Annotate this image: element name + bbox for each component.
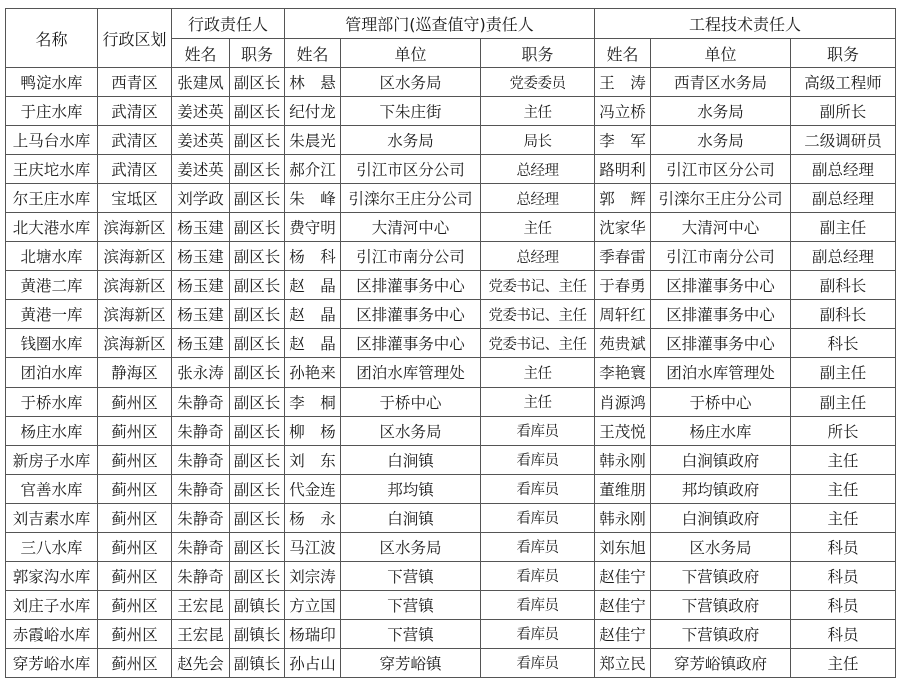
mgmt-name-cell: 刘宗涛 [285, 561, 341, 590]
mgmt-title-cell: 党委书记、主任 [481, 329, 595, 358]
reservoir-name-cell: 北大港水库 [6, 213, 98, 242]
district-cell: 蓟州区 [98, 503, 172, 532]
admin-title-cell: 副区长 [230, 97, 285, 126]
tech-title-cell: 科员 [791, 532, 896, 561]
mgmt-name-cell: 费守明 [285, 213, 341, 242]
mgmt-unit-cell: 白涧镇 [341, 445, 481, 474]
district-cell: 蓟州区 [98, 445, 172, 474]
admin-title-cell: 副区长 [230, 358, 285, 387]
admin-title-cell: 副镇长 [230, 619, 285, 648]
district-cell: 滨海新区 [98, 242, 172, 271]
tech-title-cell: 副主任 [791, 358, 896, 387]
header-mgmt-title: 职务 [481, 39, 595, 68]
reservoir-name-cell: 上马台水库 [6, 126, 98, 155]
mgmt-unit-cell: 水务局 [341, 126, 481, 155]
tech-title-cell: 主任 [791, 445, 896, 474]
admin-title-cell: 副区长 [230, 474, 285, 503]
tech-unit-cell: 邦均镇政府 [651, 474, 791, 503]
admin-name-cell: 姜述英 [172, 97, 230, 126]
tech-unit-cell: 大清河中心 [651, 213, 791, 242]
table-row [6, 184, 896, 213]
district-cell: 蓟州区 [98, 416, 172, 445]
table-body [6, 68, 896, 678]
admin-name-cell: 张永涛 [172, 358, 230, 387]
tech-name-cell: 王 涛 [595, 68, 651, 97]
admin-name-cell: 朱静奇 [172, 387, 230, 416]
mgmt-unit-cell: 下营镇 [341, 561, 481, 590]
tech-name-cell: 李 军 [595, 126, 651, 155]
mgmt-unit-cell: 团泊水库管理处 [341, 358, 481, 387]
tech-unit-cell: 白涧镇政府 [651, 445, 791, 474]
mgmt-unit-cell: 引滦尔王庄分公司 [341, 184, 481, 213]
admin-name-cell: 王宏昆 [172, 590, 230, 619]
admin-title-cell: 副区长 [230, 561, 285, 590]
mgmt-unit-cell: 区排灌事务中心 [341, 329, 481, 358]
tech-unit-cell: 于桥中心 [651, 387, 791, 416]
table-row [6, 68, 896, 97]
table-row [6, 503, 896, 532]
mgmt-unit-cell: 区水务局 [341, 416, 481, 445]
tech-title-cell: 二级调研员 [791, 126, 896, 155]
district-cell: 蓟州区 [98, 561, 172, 590]
mgmt-title-cell: 看库员 [481, 648, 595, 677]
district-cell: 武清区 [98, 97, 172, 126]
reservoir-name-cell: 刘庄子水库 [6, 590, 98, 619]
tech-name-cell: 周轩红 [595, 300, 651, 329]
admin-title-cell: 副区长 [230, 300, 285, 329]
header-tech-name: 姓名 [595, 39, 651, 68]
reservoir-name-cell: 赤霞峪水库 [6, 619, 98, 648]
tech-title-cell: 主任 [791, 648, 896, 677]
admin-title-cell: 副区长 [230, 68, 285, 97]
table-row [6, 648, 896, 677]
tech-name-cell: 沈家华 [595, 213, 651, 242]
tech-name-cell: 王茂悦 [595, 416, 651, 445]
mgmt-title-cell: 看库员 [481, 561, 595, 590]
mgmt-title-cell: 看库员 [481, 416, 595, 445]
mgmt-title-cell: 党委书记、主任 [481, 300, 595, 329]
mgmt-title-cell: 看库员 [481, 590, 595, 619]
mgmt-unit-cell: 区排灌事务中心 [341, 271, 481, 300]
table-row [6, 532, 896, 561]
tech-title-cell: 副主任 [791, 387, 896, 416]
tech-name-cell: 苑贵斌 [595, 329, 651, 358]
mgmt-name-cell: 赵 晶 [285, 329, 341, 358]
header-admin-group: 行政责任人 [172, 9, 285, 39]
mgmt-name-cell: 杨 永 [285, 503, 341, 532]
reservoir-name-cell: 黄港一库 [6, 300, 98, 329]
mgmt-unit-cell: 大清河中心 [341, 213, 481, 242]
mgmt-name-cell: 马江波 [285, 532, 341, 561]
district-cell: 蓟州区 [98, 619, 172, 648]
header-tech-title: 职务 [791, 39, 896, 68]
tech-name-cell: 李艳寰 [595, 358, 651, 387]
header-mgmt-group: 管理部门(巡查值守)责任人 [285, 9, 595, 39]
reservoir-name-cell: 于庄水库 [6, 97, 98, 126]
table-row [6, 242, 896, 271]
district-cell: 武清区 [98, 126, 172, 155]
tech-unit-cell: 下营镇政府 [651, 619, 791, 648]
tech-title-cell: 副总经理 [791, 155, 896, 184]
tech-title-cell: 所长 [791, 416, 896, 445]
admin-title-cell: 副区长 [230, 503, 285, 532]
tech-unit-cell: 下营镇政府 [651, 561, 791, 590]
admin-name-cell: 朱静奇 [172, 503, 230, 532]
tech-unit-cell: 引滦尔王庄分公司 [651, 184, 791, 213]
tech-name-cell: 冯立桥 [595, 97, 651, 126]
reservoir-name-cell: 王庆坨水库 [6, 155, 98, 184]
admin-title-cell: 副区长 [230, 242, 285, 271]
mgmt-name-cell: 孙艳来 [285, 358, 341, 387]
tech-title-cell: 科员 [791, 561, 896, 590]
table-row [6, 590, 896, 619]
mgmt-name-cell: 刘 东 [285, 445, 341, 474]
mgmt-unit-cell: 引江市南分公司 [341, 242, 481, 271]
admin-title-cell: 副镇长 [230, 648, 285, 677]
district-cell: 武清区 [98, 155, 172, 184]
district-cell: 滨海新区 [98, 271, 172, 300]
header-tech-group: 工程技术责任人 [595, 9, 896, 39]
tech-title-cell: 副所长 [791, 97, 896, 126]
district-cell: 蓟州区 [98, 532, 172, 561]
mgmt-name-cell: 郝介江 [285, 155, 341, 184]
admin-name-cell: 朱静奇 [172, 474, 230, 503]
reservoir-name-cell: 穿芳峪水库 [6, 648, 98, 677]
mgmt-name-cell: 朱晨光 [285, 126, 341, 155]
tech-name-cell: 郑立民 [595, 648, 651, 677]
mgmt-title-cell: 看库员 [481, 532, 595, 561]
tech-name-cell: 刘东旭 [595, 532, 651, 561]
admin-name-cell: 朱静奇 [172, 532, 230, 561]
mgmt-name-cell: 柳 杨 [285, 416, 341, 445]
header-admin-name: 姓名 [172, 39, 230, 68]
district-cell: 蓟州区 [98, 387, 172, 416]
admin-title-cell: 副区长 [230, 213, 285, 242]
tech-unit-cell: 引江市区分公司 [651, 155, 791, 184]
header-name: 名称 [6, 9, 98, 68]
admin-title-cell: 副区长 [230, 532, 285, 561]
reservoir-name-cell: 鸭淀水库 [6, 68, 98, 97]
table-row [6, 358, 896, 387]
header-mgmt-name: 姓名 [285, 39, 341, 68]
admin-name-cell: 杨玉建 [172, 329, 230, 358]
mgmt-title-cell: 看库员 [481, 445, 595, 474]
table-row [6, 387, 896, 416]
mgmt-name-cell: 赵 晶 [285, 271, 341, 300]
tech-title-cell: 副总经理 [791, 242, 896, 271]
tech-title-cell: 副科长 [791, 271, 896, 300]
mgmt-name-cell: 林 悬 [285, 68, 341, 97]
mgmt-title-cell: 主任 [481, 387, 595, 416]
mgmt-name-cell: 杨 科 [285, 242, 341, 271]
table-row [6, 416, 896, 445]
tech-name-cell: 董维朋 [595, 474, 651, 503]
mgmt-name-cell: 代金连 [285, 474, 341, 503]
district-cell: 滨海新区 [98, 213, 172, 242]
tech-unit-cell: 白涧镇政府 [651, 503, 791, 532]
mgmt-name-cell: 朱 峰 [285, 184, 341, 213]
mgmt-name-cell: 孙占山 [285, 648, 341, 677]
table-row [6, 97, 896, 126]
mgmt-name-cell: 赵 晶 [285, 300, 341, 329]
tech-title-cell: 科员 [791, 590, 896, 619]
table-row [6, 213, 896, 242]
district-cell: 蓟州区 [98, 648, 172, 677]
tech-name-cell: 季春雷 [595, 242, 651, 271]
header-tech-unit: 单位 [651, 39, 791, 68]
mgmt-name-cell: 李 桐 [285, 387, 341, 416]
admin-name-cell: 杨玉建 [172, 242, 230, 271]
reservoir-name-cell: 新房子水库 [6, 445, 98, 474]
reservoir-name-cell: 官善水库 [6, 474, 98, 503]
mgmt-title-cell: 看库员 [481, 474, 595, 503]
admin-name-cell: 杨玉建 [172, 300, 230, 329]
responsibility-table [5, 8, 896, 678]
mgmt-title-cell: 党委委员 [481, 68, 595, 97]
admin-name-cell: 朱静奇 [172, 416, 230, 445]
tech-title-cell: 高级工程师 [791, 68, 896, 97]
tech-title-cell: 副科长 [791, 300, 896, 329]
mgmt-title-cell: 看库员 [481, 503, 595, 532]
mgmt-name-cell: 方立国 [285, 590, 341, 619]
mgmt-unit-cell: 区排灌事务中心 [341, 300, 481, 329]
tech-name-cell: 郭 辉 [595, 184, 651, 213]
district-cell: 西青区 [98, 68, 172, 97]
mgmt-unit-cell: 区水务局 [341, 68, 481, 97]
admin-title-cell: 副区长 [230, 184, 285, 213]
table-row [6, 445, 896, 474]
header-admin-title: 职务 [230, 39, 285, 68]
admin-title-cell: 副区长 [230, 155, 285, 184]
tech-name-cell: 韩永刚 [595, 503, 651, 532]
tech-name-cell: 赵佳宁 [595, 619, 651, 648]
reservoir-name-cell: 黄港二库 [6, 271, 98, 300]
table-row [6, 474, 896, 503]
mgmt-unit-cell: 于桥中心 [341, 387, 481, 416]
admin-name-cell: 张建凤 [172, 68, 230, 97]
table-row [6, 329, 896, 358]
mgmt-unit-cell: 下营镇 [341, 590, 481, 619]
mgmt-name-cell: 纪付龙 [285, 97, 341, 126]
mgmt-title-cell: 总经理 [481, 242, 595, 271]
mgmt-title-cell: 主任 [481, 358, 595, 387]
reservoir-name-cell: 尔王庄水库 [6, 184, 98, 213]
admin-title-cell: 副区长 [230, 445, 285, 474]
mgmt-title-cell: 主任 [481, 97, 595, 126]
district-cell: 宝坻区 [98, 184, 172, 213]
reservoir-name-cell: 团泊水库 [6, 358, 98, 387]
tech-unit-cell: 西青区水务局 [651, 68, 791, 97]
tech-name-cell: 赵佳宁 [595, 590, 651, 619]
district-cell: 静海区 [98, 358, 172, 387]
tech-unit-cell: 团泊水库管理处 [651, 358, 791, 387]
admin-name-cell: 赵先会 [172, 648, 230, 677]
tech-title-cell: 主任 [791, 503, 896, 532]
mgmt-title-cell: 主任 [481, 213, 595, 242]
admin-name-cell: 刘学政 [172, 184, 230, 213]
table-row [6, 619, 896, 648]
admin-name-cell: 王宏昆 [172, 619, 230, 648]
tech-title-cell: 科长 [791, 329, 896, 358]
tech-title-cell: 主任 [791, 474, 896, 503]
header-mgmt-unit: 单位 [341, 39, 481, 68]
admin-title-cell: 副区长 [230, 416, 285, 445]
mgmt-title-cell: 党委书记、主任 [481, 271, 595, 300]
admin-name-cell: 杨玉建 [172, 213, 230, 242]
tech-unit-cell: 区排灌事务中心 [651, 329, 791, 358]
mgmt-unit-cell: 下朱庄街 [341, 97, 481, 126]
table-row [6, 300, 896, 329]
admin-title-cell: 副区长 [230, 329, 285, 358]
table-row [6, 155, 896, 184]
tech-title-cell: 科员 [791, 619, 896, 648]
district-cell: 滨海新区 [98, 329, 172, 358]
reservoir-name-cell: 钱圈水库 [6, 329, 98, 358]
admin-title-cell: 副区长 [230, 126, 285, 155]
tech-unit-cell: 区水务局 [651, 532, 791, 561]
reservoir-name-cell: 杨庄水库 [6, 416, 98, 445]
reservoir-name-cell: 于桥水库 [6, 387, 98, 416]
table-row [6, 126, 896, 155]
tech-unit-cell: 水务局 [651, 97, 791, 126]
mgmt-title-cell: 看库员 [481, 619, 595, 648]
admin-name-cell: 姜述英 [172, 126, 230, 155]
mgmt-unit-cell: 穿芳峪镇 [341, 648, 481, 677]
tech-unit-cell: 水务局 [651, 126, 791, 155]
mgmt-unit-cell: 邦均镇 [341, 474, 481, 503]
admin-name-cell: 朱静奇 [172, 561, 230, 590]
reservoir-name-cell: 北塘水库 [6, 242, 98, 271]
tech-name-cell: 韩永刚 [595, 445, 651, 474]
tech-name-cell: 赵佳宁 [595, 561, 651, 590]
tech-name-cell: 于春勇 [595, 271, 651, 300]
tech-unit-cell: 引江市南分公司 [651, 242, 791, 271]
admin-title-cell: 副区长 [230, 271, 285, 300]
admin-name-cell: 姜述英 [172, 155, 230, 184]
reservoir-name-cell: 刘吉素水库 [6, 503, 98, 532]
mgmt-title-cell: 总经理 [481, 155, 595, 184]
mgmt-unit-cell: 下营镇 [341, 619, 481, 648]
tech-title-cell: 副总经理 [791, 184, 896, 213]
tech-unit-cell: 下营镇政府 [651, 590, 791, 619]
mgmt-title-cell: 局长 [481, 126, 595, 155]
mgmt-name-cell: 杨瑞印 [285, 619, 341, 648]
mgmt-title-cell: 总经理 [481, 184, 595, 213]
mgmt-unit-cell: 引江市区分公司 [341, 155, 481, 184]
mgmt-unit-cell: 白涧镇 [341, 503, 481, 532]
admin-name-cell: 朱静奇 [172, 445, 230, 474]
tech-unit-cell: 区排灌事务中心 [651, 271, 791, 300]
reservoir-name-cell: 三八水库 [6, 532, 98, 561]
admin-name-cell: 杨玉建 [172, 271, 230, 300]
reservoir-name-cell: 郭家沟水库 [6, 561, 98, 590]
table-row [6, 561, 896, 590]
tech-unit-cell: 杨庄水库 [651, 416, 791, 445]
admin-title-cell: 副镇长 [230, 590, 285, 619]
tech-unit-cell: 区排灌事务中心 [651, 300, 791, 329]
tech-unit-cell: 穿芳峪镇政府 [651, 648, 791, 677]
admin-title-cell: 副区长 [230, 387, 285, 416]
header-district: 行政区划 [98, 9, 172, 68]
tech-name-cell: 肖源鸿 [595, 387, 651, 416]
district-cell: 滨海新区 [98, 300, 172, 329]
district-cell: 蓟州区 [98, 474, 172, 503]
mgmt-unit-cell: 区水务局 [341, 532, 481, 561]
table-row [6, 271, 896, 300]
tech-title-cell: 副主任 [791, 213, 896, 242]
tech-name-cell: 路明利 [595, 155, 651, 184]
district-cell: 蓟州区 [98, 590, 172, 619]
